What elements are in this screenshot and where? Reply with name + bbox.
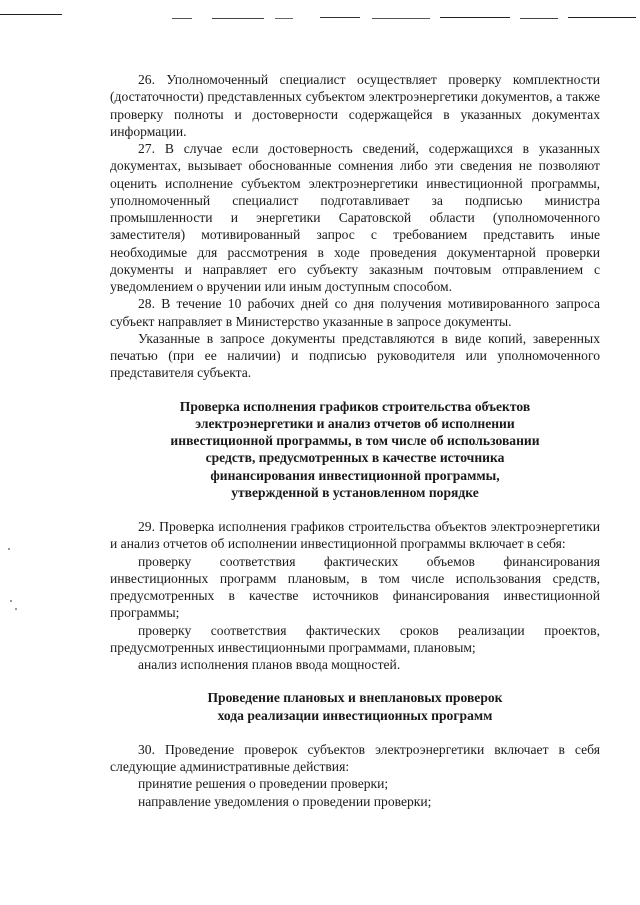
scan-line-artifact [212,18,264,19]
section-heading-schedules [110,398,600,502]
heading-line: Проверка исполнения графиков строительства объектов [179,398,531,414]
paragraph-28: 28. В течение 10 рабочих дней со дня получения мотивированного запроса субъект направляет в Министерство указанные в запросе документы. [110,296,600,329]
heading-line: средств, предусмотренных в качестве источника [205,450,505,466]
paragraph-group-3 [110,741,600,810]
document-page [110,71,600,810]
heading-line: хода реализации инвестиционных программ [217,707,493,723]
paragraph-documents: Указанные в запросе документы представляются в виде копий, заверенных печатью (при ее наличии) и подписью руководителя или уполномоченного представителя субъекта. [110,330,600,381]
heading-line: инвестиционной программы, в том числе об использовании [170,433,540,448]
list-item: проверку соответствия фактических сроков реализации проектов, предусмотренных инвестиционными программами, плановым; [110,622,600,655]
scan-line-artifact [520,18,558,19]
scan-line-artifact [172,18,192,19]
scan-line-artifact [320,17,360,18]
list-item: принятие решения о проведении проверки; [138,776,389,792]
heading-line: электроэнергетики и анализ отчетов об исполнении [195,415,515,431]
scan-speck [10,600,12,602]
scan-line-artifact [372,18,430,19]
list-item: проверку соответствия фактических объемов финансирования инвестиционных программ плановым, в том числе использования средств, предусмотренных в качестве источников финансирования инвестиционной программы; [110,553,600,621]
paragraph-group-2 [110,518,600,673]
heading-line: Проведение плановых и внеплановых проверок [207,690,503,706]
paragraph-30: 30. Проведение проверок субъектов электроэнергетики включает в себя следующие административные действия: [110,741,600,774]
scan-speck [15,608,17,610]
paragraph-29: 29. Проверка исполнения графиков строительства объектов электроэнергетики и анализ отчетов об исполнении инвестиционной программы включает в себя: [110,519,600,552]
scan-line-artifact [0,14,62,15]
list-item: анализ исполнения планов ввода мощностей. [138,657,401,672]
heading-line: финансирования инвестиционной программы, [210,467,500,483]
scan-line-artifact [275,18,293,19]
heading-line: утвержденной в установленном порядке [231,484,479,500]
scan-line-artifact [440,17,510,18]
scan-line-artifact [568,17,636,18]
paragraph-26: 26. Уполномоченный специалист осуществляет проверку комплектности (достаточности) представленных субъектом электроэнергетики документов, а также проверку полноты и достоверности содержащейся в указанных документах информации. [110,72,600,139]
paragraph-group-1 [110,71,600,382]
section-heading-inspections [110,689,600,724]
scan-speck [8,548,10,550]
paragraph-27: 27. В случае если достоверность сведений, содержащихся в указанных документах, вызывает обоснованные сомнения либо эти сведения не позволяют оценить исполнение субъектом электроэнергетики инвестиционной программы, уполномоченный специалист подготавливает за подписью министра промышленности и энергетики Саратовской области (уполномоченного заместителя) мотивированный запрос с требованием представить иные необходимые для рассмотрения в ходе проведения документарной проверки документы и направляет его субъекту заказным почтовым отправлением с уведомлением о вручении или иным доступным способом. [110,141,600,294]
list-item: направление уведомления о проведении проверки; [138,793,432,809]
